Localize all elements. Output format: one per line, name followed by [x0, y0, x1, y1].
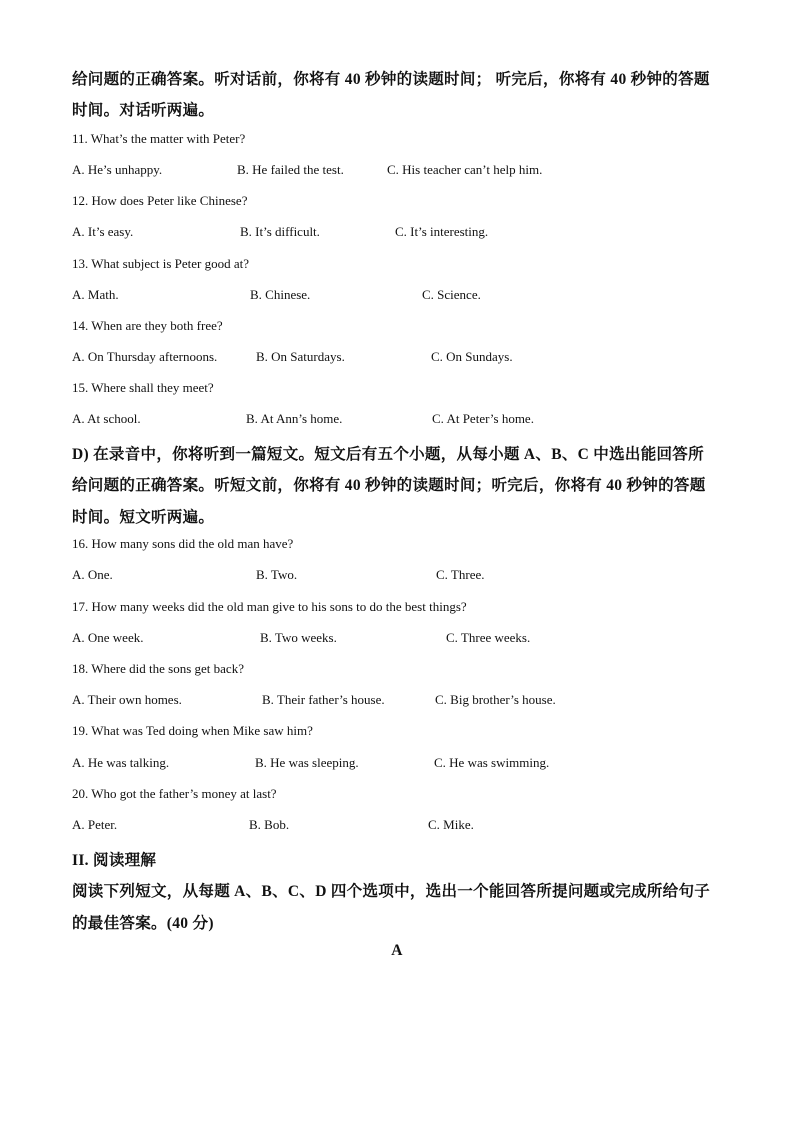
question-15-option-b: B. At Ann’s home. [246, 411, 343, 426]
question-11-option-c: C. His teacher can’t help him. [387, 162, 543, 177]
question-19-option-a: A. He was talking. [72, 755, 170, 770]
question-13-option-b: B. Chinese. [250, 287, 311, 302]
section-ii-heading: II. 阅读理解 [72, 852, 157, 869]
question-14-option-a: A. On Thursday afternoons. [72, 349, 218, 364]
question-20-option-c: C. Mike. [428, 817, 474, 832]
question-12-option-c: C. It’s interesting. [395, 224, 489, 239]
question-14-option-c: C. On Sundays. [431, 349, 513, 364]
question-18-option-a: A. Their own homes. [72, 692, 182, 707]
question-16-option-a: A. One. [72, 567, 113, 582]
question-19-option-b: B. He was sleeping. [255, 755, 359, 770]
section-ii-instruction-line-2: 的最佳答案。(40 分) [72, 915, 214, 932]
question-19-option-c: C. He was swimming. [434, 755, 550, 770]
section-ii-instruction-line-1: 阅读下列短文，从每题 A、B、C、D 四个选项中，选出一个能回答所提问题或完成所给句子 [72, 883, 711, 900]
section-d-intro-line-3: 时间。短文听两遍。 [72, 509, 215, 526]
question-13-option-a: A. Math. [72, 287, 119, 302]
question-17-option-b: B. Two weeks. [260, 630, 337, 645]
question-15-option-c: C. At Peter’s home. [432, 411, 534, 426]
question-20-option-b: B. Bob. [249, 817, 290, 832]
question-11-option-a: A. He’s unhappy. [72, 162, 163, 177]
passage-label: A [391, 942, 403, 959]
question-16: 16. How many sons did the old man have? [72, 536, 294, 551]
question-14-option-b: B. On Saturdays. [256, 349, 345, 364]
question-11-option-b: B. He failed the test. [237, 162, 344, 177]
question-15: 15. Where shall they meet? [72, 380, 214, 395]
question-12-option-b: B. It’s difficult. [240, 224, 320, 239]
question-12-option-a: A. It’s easy. [72, 224, 134, 239]
question-14: 14. When are they both free? [72, 318, 223, 333]
question-11: 11. What’s the matter with Peter? [72, 131, 246, 146]
question-16-option-b: B. Two. [256, 567, 298, 582]
question-17: 17. How many weeks did the old man give to his sons to do the best things? [72, 599, 467, 614]
question-20-option-a: A. Peter. [72, 817, 118, 832]
section-d-intro-line-2: 给问题的正确答案。听短文前，你将有 40 秒钟的读题时间；听完后，你将有 40 秒钟的答题 [72, 477, 706, 494]
question-18-option-b: B. Their father’s house. [262, 692, 385, 707]
question-18: 18. Where did the sons get back? [72, 661, 244, 676]
question-16-option-c: C. Three. [436, 567, 485, 582]
question-17-option-c: C. Three weeks. [446, 630, 531, 645]
question-12: 12. How does Peter like Chinese? [72, 193, 248, 208]
question-13-option-c: C. Science. [422, 287, 481, 302]
question-17-option-a: A. One week. [72, 630, 144, 645]
section-c-intro-line-1: 给问题的正确答案。听对话前，你将有 40 秒钟的读题时间； 听完后，你将有 40 秒钟的答题 [72, 71, 710, 88]
question-18-option-c: C. Big brother’s house. [435, 692, 556, 707]
question-15-option-a: A. At school. [72, 411, 141, 426]
question-19: 19. What was Ted doing when Mike saw him? [72, 723, 313, 738]
section-d-intro-line-1: D) 在录音中，你将听到一篇短文。短文后有五个小题，从每小题 A、B、C 中选出能回答所 [72, 446, 704, 463]
question-20: 20. Who got the father’s money at last? [72, 786, 277, 801]
question-13: 13. What subject is Peter good at? [72, 256, 250, 271]
section-c-intro-line-2: 时间。对话听两遍。 [72, 102, 215, 119]
